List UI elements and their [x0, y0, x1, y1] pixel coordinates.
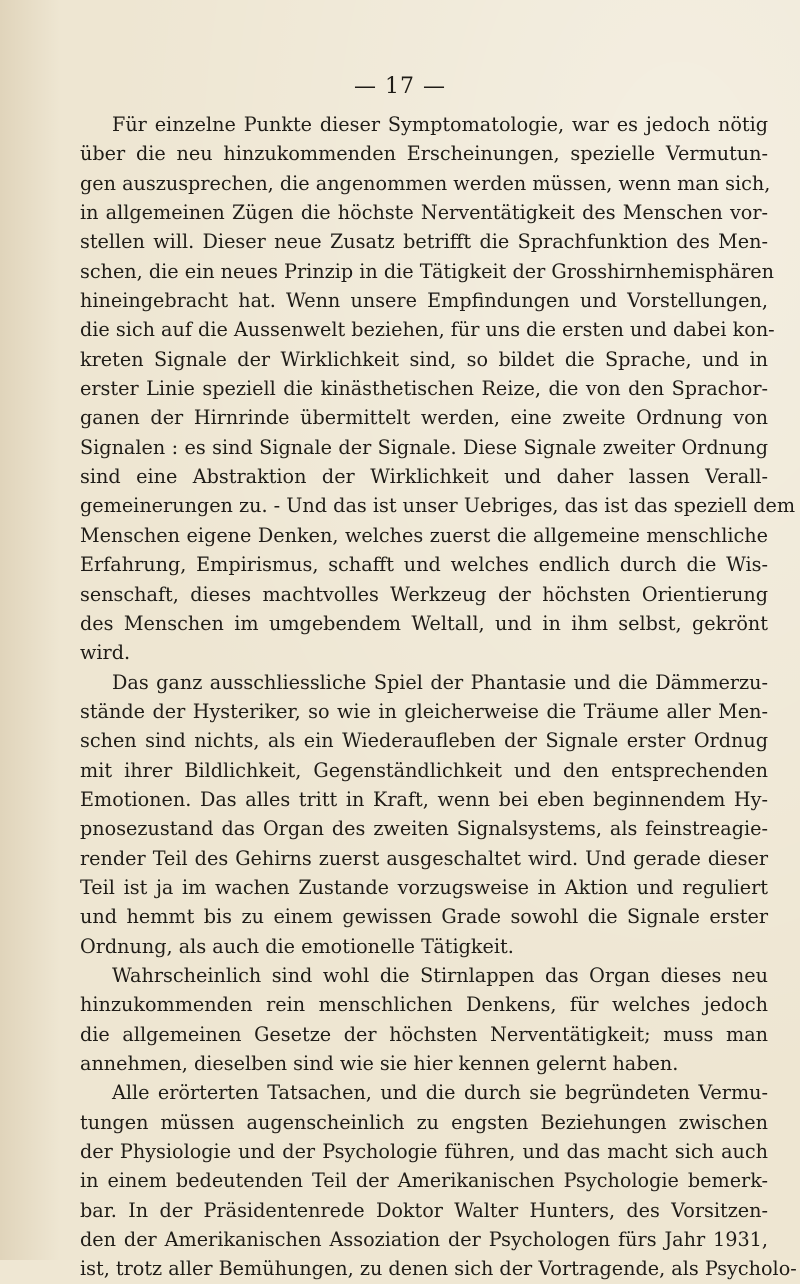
text-line: stände der Hysteriker, so wie in gleicherweise die Träume aller Men- — [80, 699, 768, 723]
text-line: wird. — [80, 641, 131, 665]
text-line: bar. In der Präsidentenrede Doktor Walter Hunters, des Vorsitzen- — [80, 1198, 768, 1222]
paragraph-2 — [80, 668, 768, 961]
text-line: der Physiologie und der Psychologie führen, und das macht sich auch — [80, 1140, 768, 1164]
page-number: — 17 — — [354, 74, 446, 99]
text-line: schen sind nichts, als ein Wiederaufleben der Signale erster Ordnug — [80, 729, 768, 753]
text-line: die sich auf die Aussenwelt beziehen, für uns die ersten und dabei kon- — [80, 318, 775, 342]
text-line: Alle erörterten Tatsachen, und die durch sie begründeten Vermu- — [112, 1081, 768, 1105]
text-line: Teil ist ja im wachen Zustande vorzugsweise in Aktion und reguliert — [80, 875, 768, 899]
text-line: hineingebracht hat. Wenn unsere Empfindungen und Vorstellungen, — [80, 289, 768, 313]
text-line: in allgemeinen Zügen die höchste Nerventätigkeit des Menschen vor- — [80, 201, 768, 225]
paragraph-4 — [80, 1078, 797, 1283]
text-line: annehmen, dieselben sind wie sie hier kennen gelernt haben. — [80, 1052, 679, 1075]
text-line: Für einzelne Punkte dieser Symptomatologie, war es jedoch nötig — [112, 113, 768, 136]
text-line: Wahrscheinlich sind wohl die Stirnlappen das Organ dieses neu — [112, 963, 768, 987]
text-line: kreten Signale der Wirklichkeit sind, so bildet die Sprache, und in — [80, 347, 768, 371]
body-text — [80, 110, 797, 1284]
text-line: gemeinerungen zu. - Und das ist unser Uebriges, das ist das speziell dem — [80, 494, 796, 518]
text-line: hinzukommenden rein menschlichen Denkens, für welches jedoch — [80, 993, 768, 1017]
text-line: stellen will. Dieser neue Zusatz betrifft die Sprachfunktion des Men- — [80, 230, 768, 254]
paragraph-1 — [80, 110, 796, 668]
text-line: sind eine Abstraktion der Wirklichkeit und daher lassen Verall- — [80, 465, 768, 489]
text-line: Das ganz ausschliessliche Spiel der Phantasie und die Dämmerzu- — [112, 670, 768, 694]
text-line: pnosezustand das Organ des zweiten Signalsystems, als feinstreagie- — [80, 817, 768, 841]
text-line: des Menschen im umgebendem Weltall, und in ihm selbst, gekrönt — [80, 611, 768, 635]
text-line: den der Amerikanischen Assoziation der Psychologen fürs Jahr 1931, — [80, 1228, 768, 1252]
text-line: und hemmt bis zu einem gewissen Grade sowohl die Signale erster — [80, 905, 768, 929]
text-line: die allgemeinen Gesetze der höchsten Nerventätigkeit; muss man — [80, 1022, 768, 1046]
text-line: render Teil des Gehirns zuerst ausgeschaltet wird. Und gerade dieser — [80, 846, 768, 870]
text-line: Erfahrung, Empirismus, schafft und welches endlich durch die Wis- — [80, 553, 768, 577]
text-line: ganen der Hirnrinde übermittelt werden, eine zweite Ordnung von — [80, 406, 768, 430]
text-line: tungen müssen augenscheinlich zu engsten Beziehungen zwischen — [80, 1110, 768, 1134]
text-line: gen auszusprechen, die angenommen werden müssen, wenn man sich, — [80, 171, 771, 195]
paragraph-3 — [80, 961, 768, 1078]
text-line: über die neu hinzukommenden Erscheinungen, spezielle Vermutun- — [80, 142, 768, 166]
text-line: ist, trotz aller Bemühungen, zu denen sich der Vortragende, als Psycholo- — [80, 1257, 797, 1281]
text-line: erster Linie speziell die kinästhetischen Reize, die von den Sprachor- — [80, 377, 768, 401]
text-line: Ordnung, als auch die emotionelle Tätigkeit. — [80, 934, 514, 958]
text-line: senschaft, dieses machtvolles Werkzeug der höchsten Orientierung — [80, 582, 768, 606]
text-line: in einem bedeutenden Teil der Amerikanischen Psychologie bemerk- — [80, 1169, 768, 1193]
text-line: Emotionen. Das alles tritt in Kraft, wenn bei eben beginnendem Hy- — [80, 787, 768, 811]
text-line: mit ihrer Bildlichkeit, Gegenständlichkeit und den entsprechenden — [80, 758, 768, 782]
text-line: schen, die ein neues Prinzip in die Tätigkeit der Grosshirnhemisphären — [80, 259, 775, 283]
text-line: Signalen : es sind Signale der Signale. Diese Signale zweiter Ordnung — [80, 435, 768, 459]
text-line: Menschen eigene Denken, welches zuerst die allgemeine menschliche — [80, 523, 768, 547]
